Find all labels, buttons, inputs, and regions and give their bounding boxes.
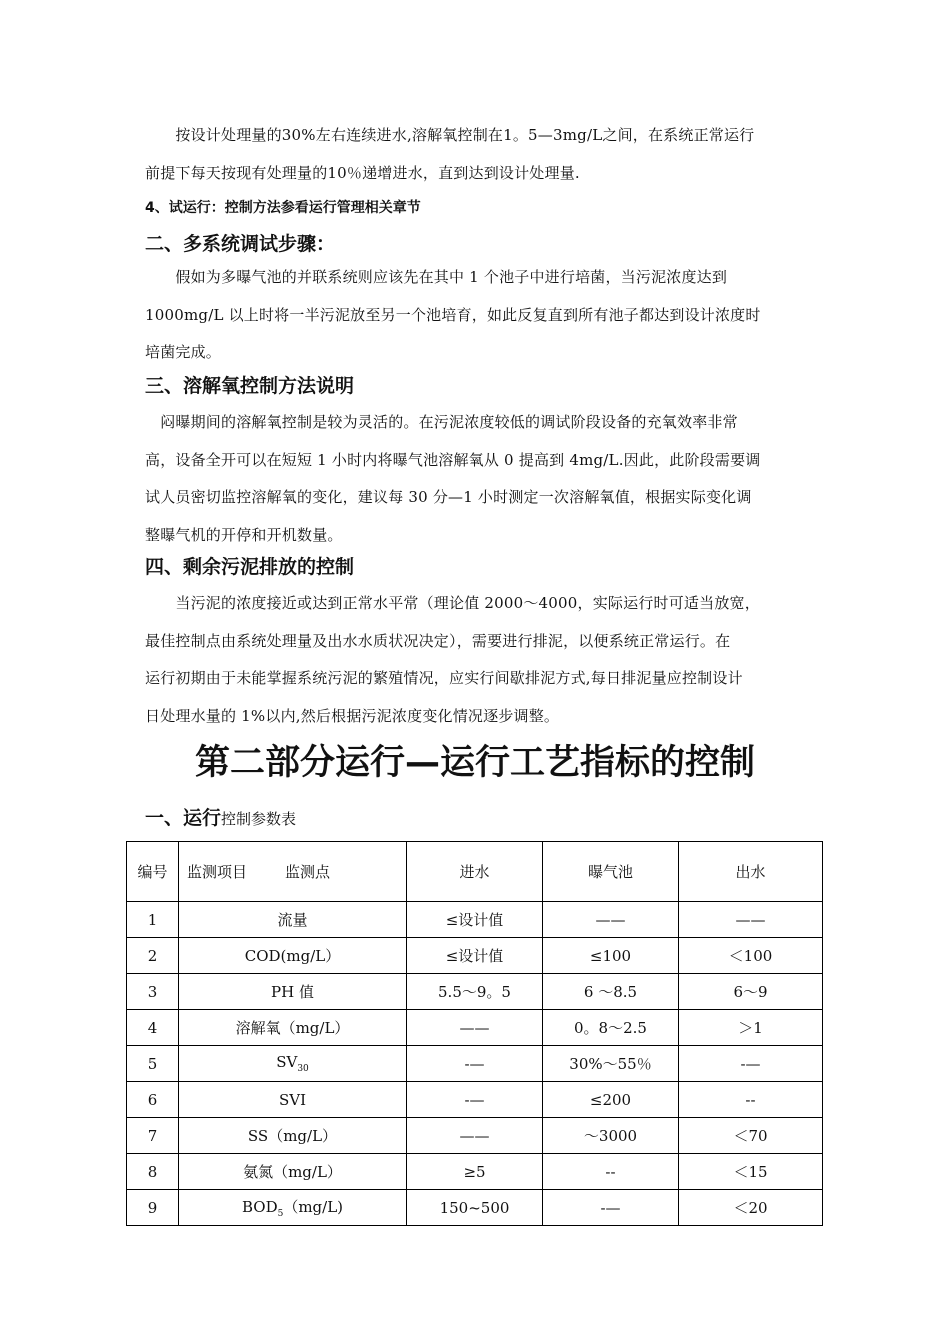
table-row [127, 1118, 823, 1154]
table-row [127, 974, 823, 1010]
section-heading-dissolved-oxygen: 三、溶解氧控制方法说明 [145, 375, 355, 397]
cell-aeration: ≤100 [543, 938, 679, 974]
cell-inflow: 5.5～9。5 [407, 974, 543, 1010]
cell-outflow: ＜70 [679, 1118, 823, 1154]
table-row [127, 1046, 823, 1082]
cell-outflow: ＞1 [679, 1010, 823, 1046]
cell-inflow: -— [407, 1082, 543, 1118]
cell-inflow: ≤设计值 [407, 938, 543, 974]
cell-item: 溶解氧（mg/L） [179, 1010, 407, 1046]
table-caption-bold: 一、运行 [145, 807, 222, 829]
cell-item: 流量 [179, 902, 407, 938]
heading-trial-run: 4、试运行：控制方法参看运行管理相关章节 [145, 200, 421, 216]
cell-item [179, 1046, 407, 1082]
cell-outflow: ＜15 [679, 1154, 823, 1190]
cell-outflow: -- [679, 1082, 823, 1118]
text-line: 培菌完成。 [145, 343, 222, 361]
paragraph-sludge [145, 585, 813, 735]
cell-aeration: 6 ～8.5 [543, 974, 679, 1010]
cell-inflow: 150~500 [407, 1190, 543, 1226]
cell-item [179, 1190, 407, 1226]
text-line: 最佳控制点由系统处理量及出水水质状况决定），需要进行排泥，以便系统正常运行。在 [145, 631, 731, 650]
cell-outflow: 6～9 [679, 974, 823, 1010]
cell-aeration: —— [543, 902, 679, 938]
table-row [127, 938, 823, 974]
cell-item: COD(mg/L） [179, 938, 407, 974]
header-point: 监测点 [285, 863, 331, 881]
cell-outflow: ＜20 [679, 1190, 823, 1226]
text-line: 当污泥的浓度接近或达到正常水平常（理论值 2000～4000，实际运行时可适当放宽， [145, 594, 760, 612]
text-line: 运行初期由于未能掌握系统污泥的繁殖情况，应实行间歇排泥方式,每日排泥量应控制设计 [145, 669, 743, 687]
part-title: 第二部分运行—运行工艺指标的控制 [194, 743, 755, 783]
cell-no: 2 [127, 938, 179, 974]
table-row [127, 1154, 823, 1190]
item-text: BOD [241, 1198, 278, 1216]
cell-item: SS（mg/L） [179, 1118, 407, 1154]
text-line: 1000mg/L 以上时将一半污泥放至另一个池培育，如此反复直到所有池子都达到设计浓度时 [145, 305, 761, 324]
cell-item: 氨氮（mg/L） [179, 1154, 407, 1190]
cell-inflow: —— [407, 1010, 543, 1046]
cell-aeration: -- [543, 1154, 679, 1190]
cell-item: PH 值 [179, 974, 407, 1010]
item-subscript: 5 [277, 1209, 284, 1219]
control-parameter-table [126, 841, 823, 1226]
cell-no: 7 [127, 1118, 179, 1154]
cell-no: 6 [127, 1082, 179, 1118]
cell-inflow: ≥5 [407, 1154, 543, 1190]
text-line: 闷曝期间的溶解氧控制是较为灵活的。在污泥浓度较低的调试阶段设备的充氧效率非常 [145, 413, 738, 431]
cell-aeration: ≤200 [543, 1082, 679, 1118]
section-heading-multi-system: 二、多系统调试步骤： [145, 233, 336, 255]
cell-aeration: ～3000 [543, 1118, 679, 1154]
text-line: 整曝气机的开停和开机数量。 [145, 525, 343, 544]
table-row [127, 902, 823, 938]
table-caption-normal: 控制参数表 [221, 810, 297, 828]
header-outflow: 出水 [679, 842, 823, 902]
cell-inflow: ≤设计值 [407, 902, 543, 938]
cell-no: 9 [127, 1190, 179, 1226]
cell-no: 1 [127, 902, 179, 938]
item-text: SV [276, 1053, 298, 1071]
table-caption [145, 803, 296, 834]
paragraph-dissolved-oxygen [145, 404, 813, 554]
cell-aeration: -— [543, 1190, 679, 1226]
text-line: 高，设备全开可以在短短 1 小时内将曝气池溶解氧从 0 提高到 4mg/L.因此，此阶段需要调 [145, 450, 761, 469]
text-line: 假如为多曝气池的并联系统则应该先在其中 1 个池子中进行培菌，当污泥浓度达到 [145, 268, 728, 286]
header-item-point [179, 842, 407, 902]
cell-no: 3 [127, 974, 179, 1010]
text-line: 按设计处理量的30%左右连续进水,溶解氧控制在1。5—3mg/L之间，在系统正常运行 [145, 126, 755, 144]
text-line: 日处理水量的 1%以内,然后根据污泥浓度变化情况逐步调整。 [145, 706, 560, 725]
cell-outflow: ＜100 [679, 938, 823, 974]
table-header-row [127, 842, 823, 902]
table-row [127, 1082, 823, 1118]
table-row [127, 1010, 823, 1046]
cell-no: 8 [127, 1154, 179, 1190]
cell-inflow: -— [407, 1046, 543, 1082]
cell-inflow: —— [407, 1118, 543, 1154]
cell-no: 4 [127, 1010, 179, 1046]
paragraph-continuous-inflow [145, 117, 813, 192]
cell-aeration: 30%～55％ [543, 1046, 679, 1082]
header-aeration: 曝气池 [543, 842, 679, 902]
table-row [127, 1190, 823, 1226]
cell-no: 5 [127, 1046, 179, 1082]
item-subscript: 30 [297, 1064, 309, 1074]
text-line: 试人员密切监控溶解氧的变化，建议每 30 分—1 小时测定一次溶解氧值，根据实际变化调 [145, 488, 752, 506]
header-inflow: 进水 [407, 842, 543, 902]
cell-outflow: —— [679, 902, 823, 938]
header-item: 监测项目 [187, 863, 248, 881]
paragraph-multi-system [145, 259, 813, 372]
cell-aeration: 0。8～2.5 [543, 1010, 679, 1046]
item-suffix: （mg/L) [283, 1198, 344, 1216]
cell-item: SVI [179, 1082, 407, 1118]
cell-outflow: -— [679, 1046, 823, 1082]
section-heading-sludge: 四、剩余污泥排放的控制 [145, 556, 355, 578]
text-line: 前提下每天按现有处理量的10％递增进水，直到达到设计处理量. [145, 163, 580, 182]
header-no: 编号 [127, 842, 179, 902]
